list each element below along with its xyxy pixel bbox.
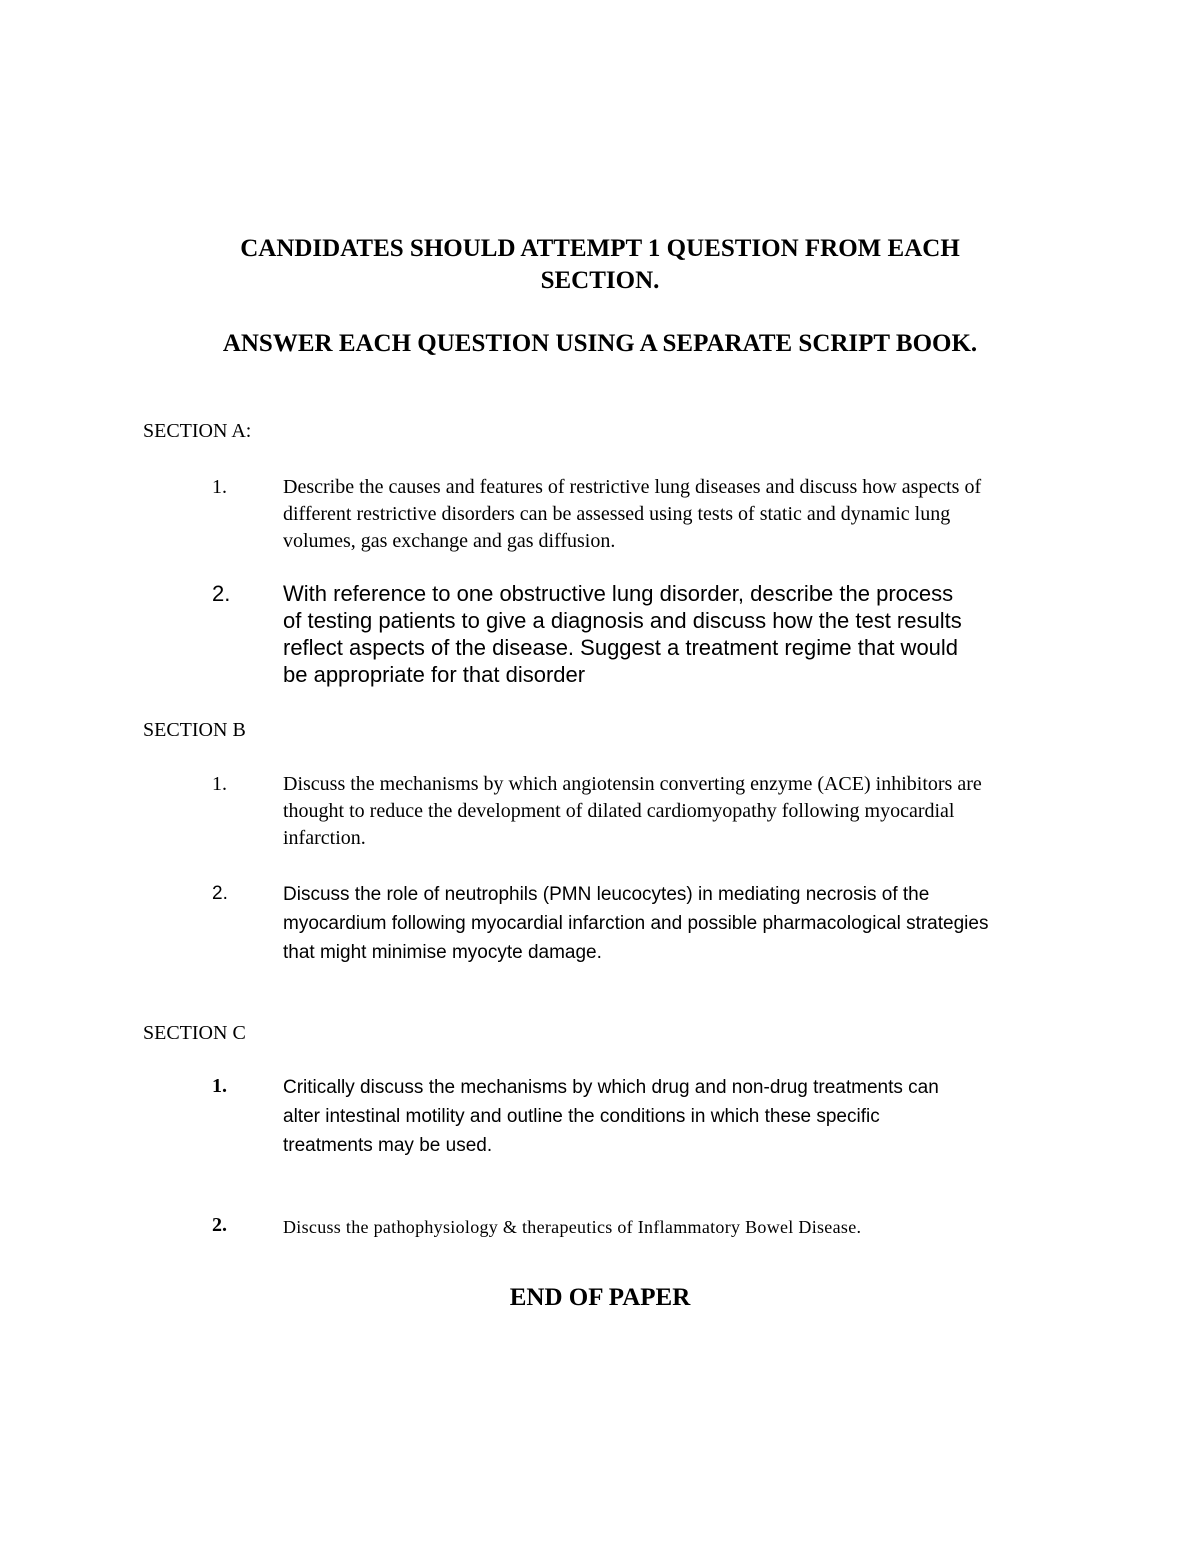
question-line: volumes, gas exchange and gas diffusion. <box>283 530 616 552</box>
question-line: Discuss the role of neutrophils (PMN leucocytes) in mediating necrosis of the <box>283 884 930 905</box>
instruction-line-1: CANDIDATES SHOULD ATTEMPT 1 QUESTION FROM EACH <box>240 235 960 262</box>
question-line: treatments may be used. <box>283 1135 493 1156</box>
question-line: thought to reduce the development of dilated cardiomyopathy following myocardial <box>283 800 955 822</box>
question-line: With reference to one obstructive lung disorder, describe the process <box>283 581 954 606</box>
question-line: different restrictive disorders can be assessed using tests of static and dynamic lung <box>283 503 951 525</box>
question-line: Describe the causes and features of restrictive lung diseases and discuss how aspects of <box>283 476 982 498</box>
instruction-separate-script <box>100 328 1100 360</box>
section-b-q1-text <box>283 771 982 852</box>
section-a-heading: SECTION A: <box>143 420 252 442</box>
section-b-heading: SECTION B <box>143 719 246 741</box>
section-c-heading: SECTION C <box>143 1022 246 1044</box>
section-a-q1-text <box>283 474 981 555</box>
section-a-q2-number: 2. <box>212 581 231 606</box>
question-line: Discuss the pathophysiology & therapeutics of Inflammatory Bowel Disease. <box>283 1217 862 1237</box>
end-of-paper: END OF PAPER <box>509 1284 691 1311</box>
question-line: Discuss the mechanisms by which angiotensin converting enzyme (ACE) inhibitors are <box>283 773 982 795</box>
question-line: alter intestinal motility and outline the conditions in which these specific <box>283 1106 880 1127</box>
question-line: that might minimise myocyte damage. <box>283 942 602 963</box>
section-b-q2-number: 2. <box>212 883 228 904</box>
question-line: myocardium following myocardial infarction and possible pharmacological strategies <box>283 913 989 934</box>
question-line: of testing patients to give a diagnosis and discuss how the test results <box>283 608 962 633</box>
section-b-q2-text <box>283 880 988 967</box>
section-c-q1-number: 1. <box>212 1075 227 1097</box>
section-b-q1-number: 1. <box>212 773 227 795</box>
question-line: Critically discuss the mechanisms by which drug and non-drug treatments can <box>283 1077 939 1098</box>
section-c-q2-text <box>283 1214 861 1241</box>
instruction-line-3: ANSWER EACH QUESTION USING A SEPARATE SCRIPT BOOK. <box>222 330 978 357</box>
question-line: reflect aspects of the disease. Suggest a treatment regime that would <box>283 635 959 660</box>
section-c-q2-number: 2. <box>212 1214 227 1236</box>
question-line: infarction. <box>283 827 366 849</box>
section-c-q1-text <box>283 1073 939 1160</box>
instructions-block <box>100 233 1100 297</box>
section-a-q1-number: 1. <box>212 476 227 498</box>
section-a-q2-text <box>283 580 962 688</box>
question-line: be appropriate for that disorder <box>283 662 586 687</box>
instruction-line-2: SECTION. <box>540 267 660 294</box>
